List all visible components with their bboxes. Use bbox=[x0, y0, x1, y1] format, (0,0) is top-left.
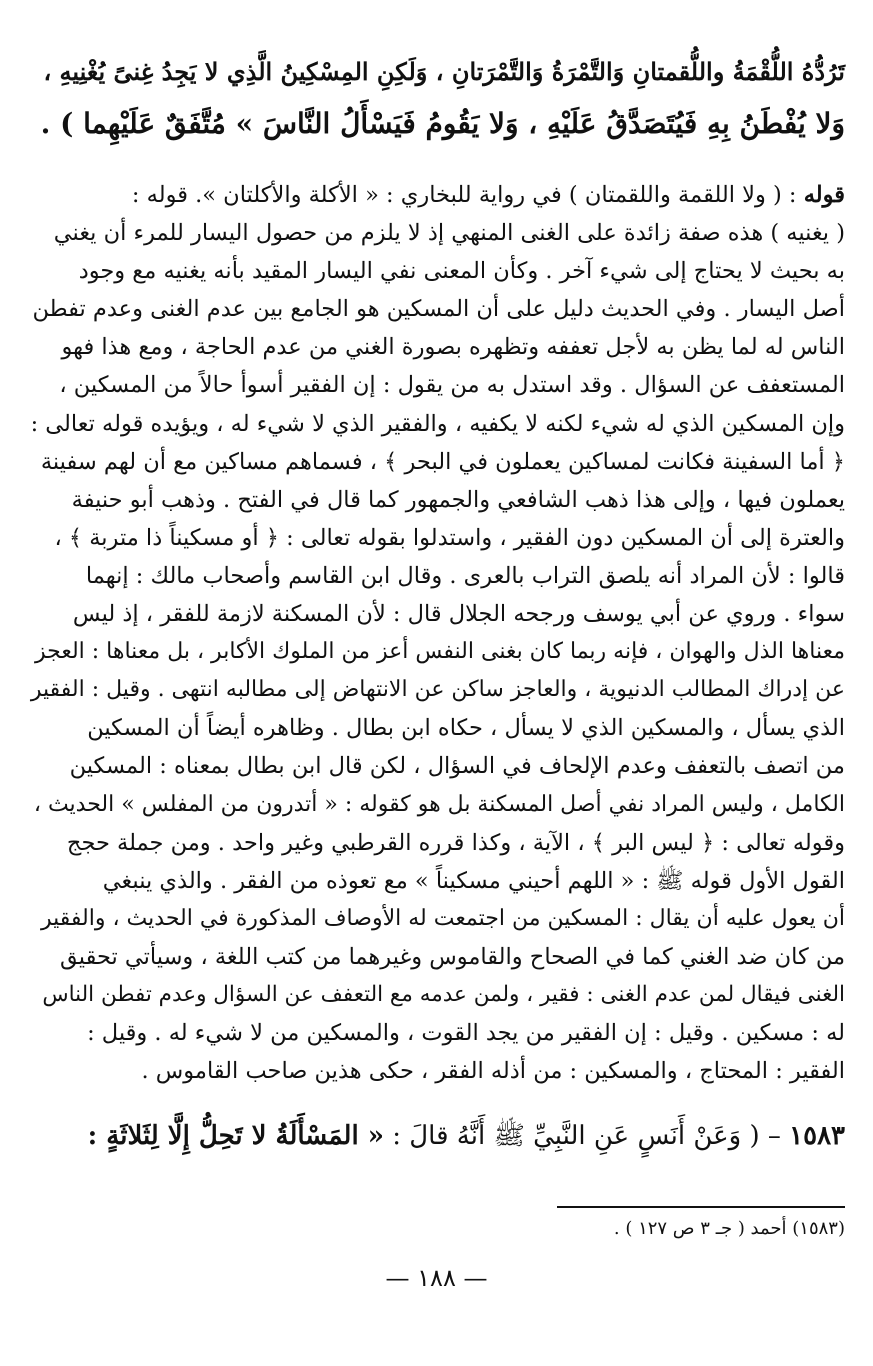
commentary-line: قالوا : لأن المراد أنه يلصق التراب بالعرى . وقال ابن القاسم وأصحاب مالك : إنهما bbox=[85, 562, 845, 589]
commentary-line: الناس له لما يظن به لأجل تعففه وتظهره بصورة الغني من عدم الحاجة ، ومع هذا فهو bbox=[61, 334, 845, 361]
commentary-line: أصل اليسار . وفي الحديث دليل على أن المسكين هو الجامع بين عدم الغنى وعدم تفطن bbox=[32, 296, 845, 323]
hadith-number: ١٥٨٣ bbox=[789, 1121, 845, 1152]
commentary-line: له : مسكين . وقيل : إن الفقير من يجد القوت ، والمسكين من لا شيء له . وقيل : bbox=[87, 1020, 845, 1047]
page-body bbox=[28, 46, 845, 1158]
commentary-line bbox=[28, 176, 845, 214]
next-hadith bbox=[28, 1114, 845, 1158]
hadith-text bbox=[28, 46, 845, 150]
commentary-line: ﴿ أما السفينة فكانت لمساكين يعملون في البحر ﴾ ، فسماهم مساكين مع أن لهم سفينة bbox=[40, 448, 845, 475]
hadith-intro: – ( وَعَنْ أَنَسٍ عَنِ النَّبِيِّ ﷺ أَنَّهُ قالَ : bbox=[392, 1121, 781, 1152]
commentary-line: يعملون فيها ، وإلى هذا ذهب الشافعي والجمهور كما قال في الفتح . وذهب أبو حنيفة bbox=[71, 486, 845, 513]
commentary-line-text: : ( ولا اللقمة واللقمتان ) في رواية للبخاري : « الأكلة والأكلتان ». قوله : bbox=[131, 182, 797, 208]
page-number: — ١٨٨ — bbox=[385, 1264, 488, 1292]
commentary-line: والعترة إلى أن المسكين دون الفقير ، واستدلوا بقوله تعالى : ﴿ أو مسكيناً ذا متربة ﴾ ، bbox=[54, 524, 845, 551]
footnote-divider bbox=[557, 1206, 845, 1208]
commentary bbox=[28, 176, 845, 1090]
footnote: (١٥٨٣) أحمد ( جـ ٣ ص ١٢٧ ) . bbox=[613, 1218, 845, 1239]
commentary-line: الفقير : المحتاج ، والمسكين : من أذله الفقر ، حكى هذين صاحب القاموس . bbox=[141, 1058, 845, 1085]
hadith-line: وَلا يُفْطَنُ بِهِ فَيُتَصَدَّقُ عَلَيْهِ ، وَلا يَقُومُ فَيَسْأَلُ النَّاسَ » مُتَّفَقٌ عَلَيْهِما ) . bbox=[40, 107, 845, 140]
commentary-line: من كان ضد الغني كما في الصحاح والقاموس وغيرهما من كتب اللغة ، وسيأتي تحقيق bbox=[60, 943, 845, 970]
commentary-line: ( يغنيه ) هذه صفة زائدة على الغنى المنهي إذ لا يلزم من حصول اليسار للمرء أن يغني bbox=[53, 220, 845, 247]
commentary-line: معناها الذل والهوان ، فإنه ربما كان بغنى النفس أعز من الملوك الأكابر ، بل معناها : العجز bbox=[34, 639, 845, 665]
commentary-line: وقوله تعالى : ﴿ ليس البر ﴾ ، الآية ، وكذا قرره القرطبي وغير واحد . ومن جملة حجج bbox=[66, 829, 845, 856]
commentary-line: وإن المسكين الذي له شيء لكنه لا يكفيه ، والفقير الذي لا شيء له ، ويؤيده قوله تعالى : bbox=[30, 410, 845, 437]
commentary-line: الذي يسأل ، والمسكين الذي لا يسأل ، حكاه ابن بطال . وظاهره أيضاً أن المسكين bbox=[87, 715, 845, 742]
commentary-line: القول الأول قوله ﷺ : « اللهم أحيني مسكيناً » مع تعوذه من الفقر . والذي ينبغي bbox=[102, 867, 845, 894]
commentary-line: المستعفف عن السؤال . وقد استدل به من يقول : إن الفقير أسوأ حالاً من المسكين ، bbox=[59, 372, 845, 399]
commentary-line: الغنى فيقال لمن عدم الغنى : فقير ، ولمن عدمه مع التعفف عن السؤال وعدم تفطن الناس bbox=[42, 981, 845, 1007]
lead-word: قوله bbox=[803, 182, 845, 208]
commentary-line: أن يعول عليه أن يقال : المسكين من اجتمعت له الأوصاف المذكورة في الحديث ، والفقير bbox=[41, 905, 845, 931]
commentary-line: به بحيث لا يحتاج إلى شيء آخر . وكأن المعنى نفي اليسار المقيد بأنه يغنيه مع وجود bbox=[78, 258, 845, 285]
commentary-line: من اتصف بالتعفف وعدم الإلحاف في السؤال ، لكن قال ابن بطال بمعناه : المسكين bbox=[69, 753, 845, 780]
commentary-line: سواء . وروي عن أبي يوسف ورجحه الجلال قال : لأن المسكنة لازمة للفقر ، إذ ليس bbox=[72, 601, 845, 628]
hadith-next-text: « المَسْأَلَةُ لا تَحِلُّ إِلَّا لِثَلاثَةٍ : bbox=[87, 1121, 384, 1152]
commentary-line: الكامل ، وليس المراد نفي أصل المسكنة بل هو كقوله : « أتدرون من المفلس » الحديث ، bbox=[33, 791, 845, 817]
hadith-line: تَرُدُّهُ اللُّقْمَةُ واللُّقمتانِ وَالتَّمْرَةُ وَالتَّمْرَتانِ ، وَلَكِنِ المِسْكِينُ الَّذِي لا يَجِدُ غِنىً يُغْنِيهِ ، bbox=[43, 57, 845, 86]
commentary-line: عن إدراك المطالب الدنيوية ، والعاجز ساكن عن الانتهاض إلى مطالبه انتهى . وقيل : الفقير bbox=[30, 677, 845, 703]
